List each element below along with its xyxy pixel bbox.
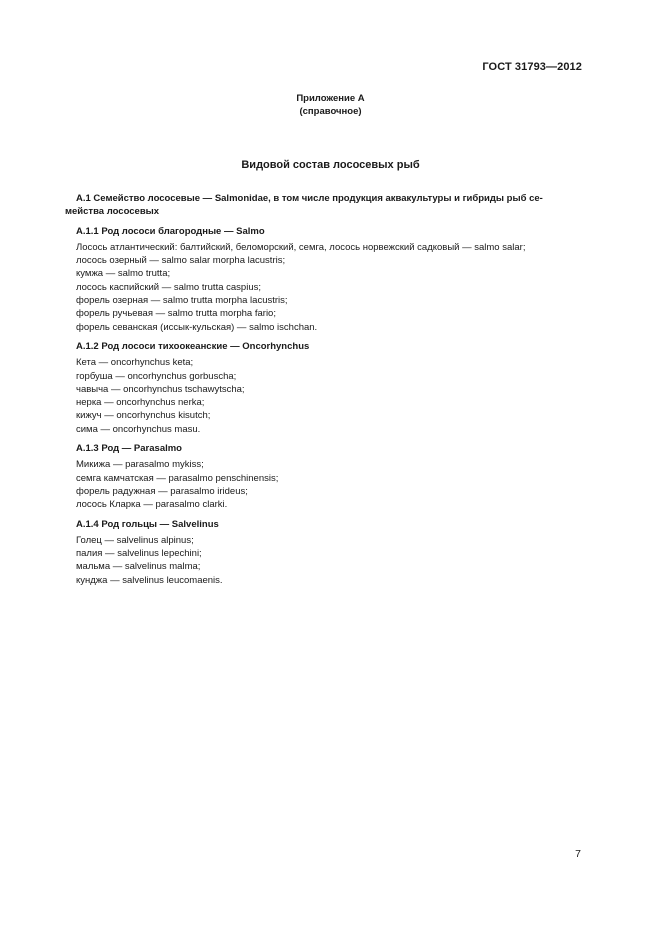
list-item: чавыча — oncorhynchus tschawytscha;	[76, 383, 245, 395]
section-heading: А.1.3 Род — Parasalmo	[76, 443, 182, 455]
species-list	[76, 356, 581, 436]
list-item: Кета — oncorhynchus keta;	[76, 357, 194, 369]
list-item: Голец — salvelinus alpinus;	[76, 534, 194, 546]
list-item: форель севанская (иссык-кульская) — salmo ischchan.	[76, 321, 318, 333]
list-item: лосось озерный — salmo salar morpha lacustris;	[76, 255, 286, 267]
section-salvelinus	[76, 518, 581, 587]
document-body	[65, 192, 581, 587]
list-item: кумжа — salmo trutta;	[76, 268, 171, 280]
section-parasalmo	[76, 442, 581, 511]
list-item: форель ручьевая — salmo trutta morpha fario;	[76, 308, 276, 320]
list-item: лосось Кларка — parasalmo clarki.	[76, 499, 228, 511]
page-title: Видовой состав лососевых рыб	[241, 159, 420, 171]
family-heading-line-1: А.1 Семейство лососевые — Salmonidae, в том числе продукция аквакультуры и гибриды рыб се-	[76, 193, 543, 204]
list-item: Лосось атлантический: балтийский, беломорский, семга, лосось норвежский садковый — salmo salar;	[76, 241, 526, 253]
list-item: семга камчатская — parasalmo penschinensis;	[76, 472, 279, 484]
list-item: форель радужная — parasalmo irideus;	[76, 485, 248, 497]
appendix-heading	[0, 92, 661, 118]
appendix-title: Приложение А	[296, 93, 365, 104]
species-list	[76, 534, 581, 587]
list-item: мальма — salvelinus malma;	[76, 561, 201, 573]
section-salmo	[76, 225, 581, 334]
list-item: сима — oncorhynchus masu.	[76, 423, 201, 435]
list-item: палия — salvelinus lepechini;	[76, 548, 202, 560]
section-heading: А.1.4 Род гольцы — Salvelinus	[76, 518, 219, 530]
family-heading-line-2: мейства лососевых	[65, 206, 160, 218]
list-item: кижуч — oncorhynchus kisutch;	[76, 410, 211, 422]
list-item: Микижа — parasalmo mykiss;	[76, 459, 204, 471]
page-number: 7	[575, 848, 581, 860]
list-item: нерка — oncorhynchus nerka;	[76, 397, 205, 409]
list-item: кунджа — salvelinus leucomaenis.	[76, 574, 223, 586]
document-code: ГОСТ 31793—2012	[482, 61, 582, 73]
list-item: горбуша — oncorhynchus gorbuscha;	[76, 370, 237, 382]
appendix-subtitle: (справочное)	[299, 106, 362, 117]
section-heading: А.1.1 Род лососи благородные — Salmo	[76, 225, 265, 237]
section-oncorhynchus	[76, 340, 581, 436]
list-item: форель озерная — salmo trutta morpha lacustris;	[76, 295, 288, 307]
species-list	[76, 241, 581, 334]
species-list	[76, 458, 581, 511]
family-heading	[65, 192, 581, 219]
list-item: лосось каспийский — salmo trutta caspius;	[76, 281, 261, 293]
section-heading: А.1.2 Род лососи тихоокеанские — Oncorhynchus	[76, 340, 310, 352]
